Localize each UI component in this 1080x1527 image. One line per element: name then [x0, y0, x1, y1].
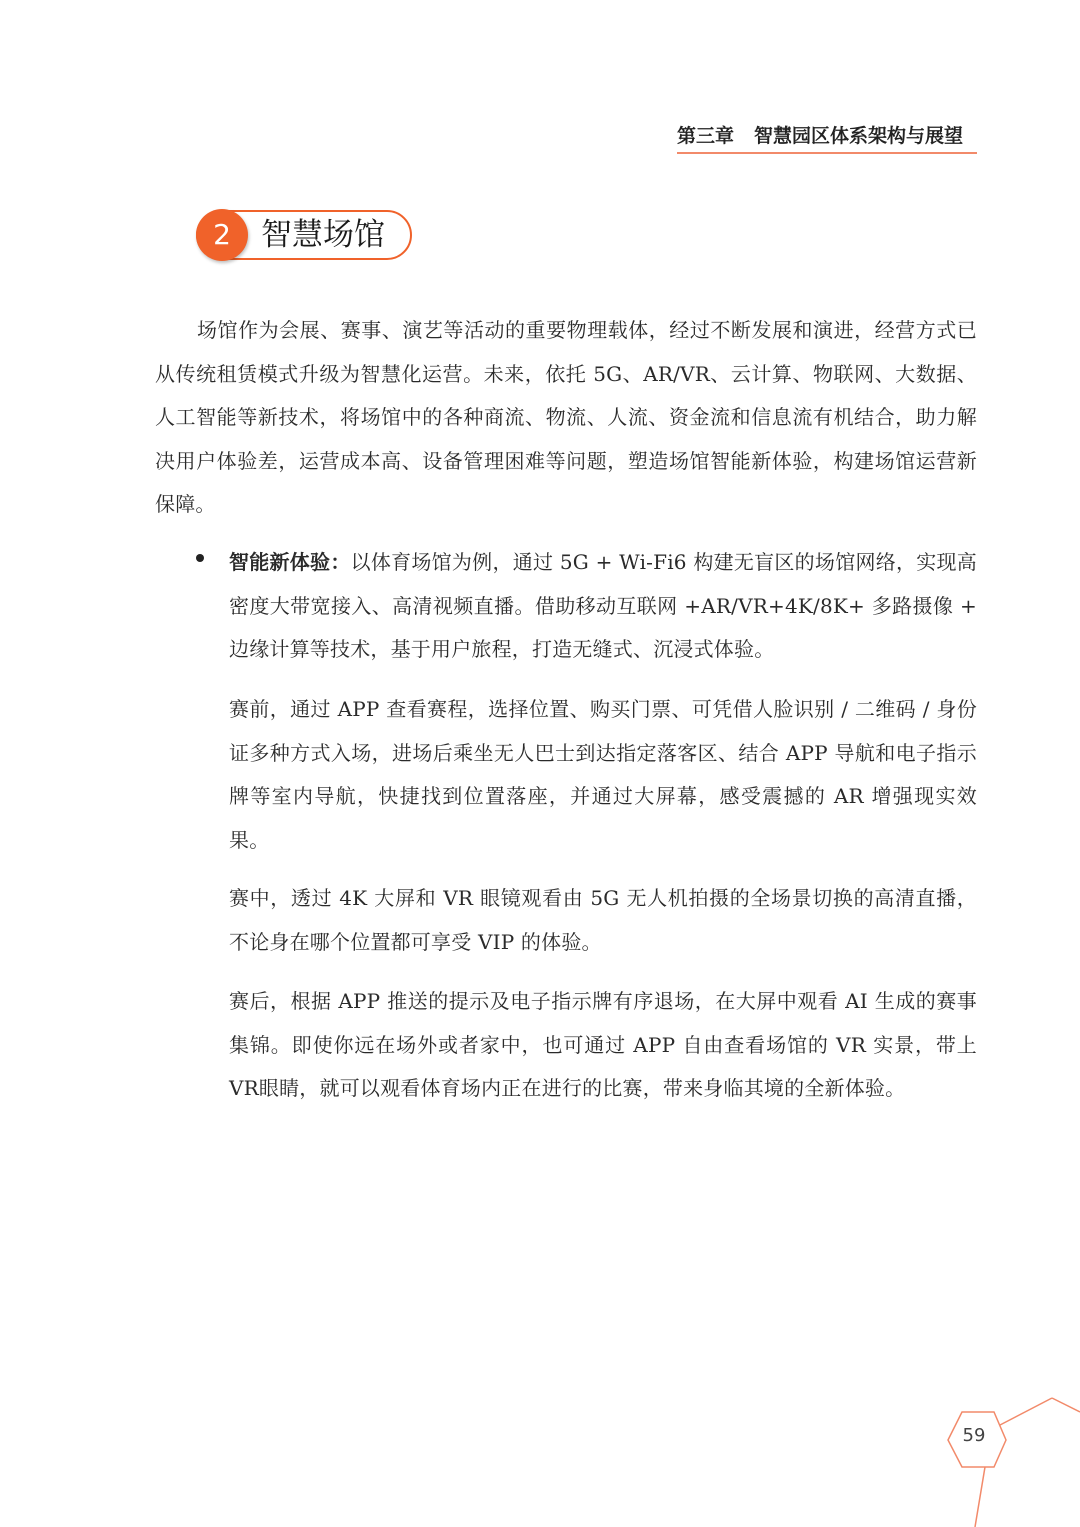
chapter-number: 第三章	[677, 125, 735, 147]
section-number-badge: 2	[196, 209, 248, 261]
chapter-title: 智慧园区体系架构与展望	[754, 125, 964, 147]
bullet-label: 智能新体验：	[229, 550, 351, 574]
section-title: 智慧场馆	[261, 217, 385, 253]
page-number: 59	[962, 1425, 986, 1446]
before-game-paragraph: 赛前，通过 APP 查看赛程，选择位置、购买门票、可凭借人脸识别 / 二维码 / 身份证多种方式入场，进场后乘坐无人巴士到达指定落客区、结合 APP 导航和电子指示牌等室内导航，快捷找到位置落座，并通过大屏幕，感受震撼的 AR 增强现实效果。	[229, 697, 977, 852]
intro-paragraph: 场馆作为会展、赛事、演艺等活动的重要物理载体，经过不断发展和演进，经营方式已从传统租赁模式升级为智慧化运营。未来，依托 5G、AR/VR、云计算、物联网、大数据、人工智能等新技术，将场馆中的各种商流、物流、人流、资金流和信息流有机结合，助力解决用户体验差，运营成本高、设备管理困难等问题，塑造场馆智能新体验，构建场馆运营新保障。	[155, 318, 977, 516]
after-game-paragraph: 赛后，根据 APP 推送的提示及电子指示牌有序退场，在大屏中观看 AI 生成的赛事集锦。即使你远在场外或者家中，也可通过 APP 自由查看场馆的 VR 实景，带上VR眼睛，就可以观看体育场内正在进行的比赛，带来身临其境的全新体验。	[229, 989, 977, 1100]
bullet-text: 以体育场馆为例，通过 5G + Wi-Fi6 构建无盲区的场馆网络，实现高密度大带宽接入、高清视频直播。借助移动互联网 +AR/VR+4K/8K+ 多路摄像 + 边缘计算等技术，基于用户旅程，打造无缝式、沉浸式体验。	[229, 550, 977, 661]
during-game-paragraph: 赛中，透过 4K 大屏和 VR 眼镜观看由 5G 无人机拍摄的全场景切换的高清直播，不论身在哪个位置都可享受 VIP 的体验。	[229, 886, 977, 954]
